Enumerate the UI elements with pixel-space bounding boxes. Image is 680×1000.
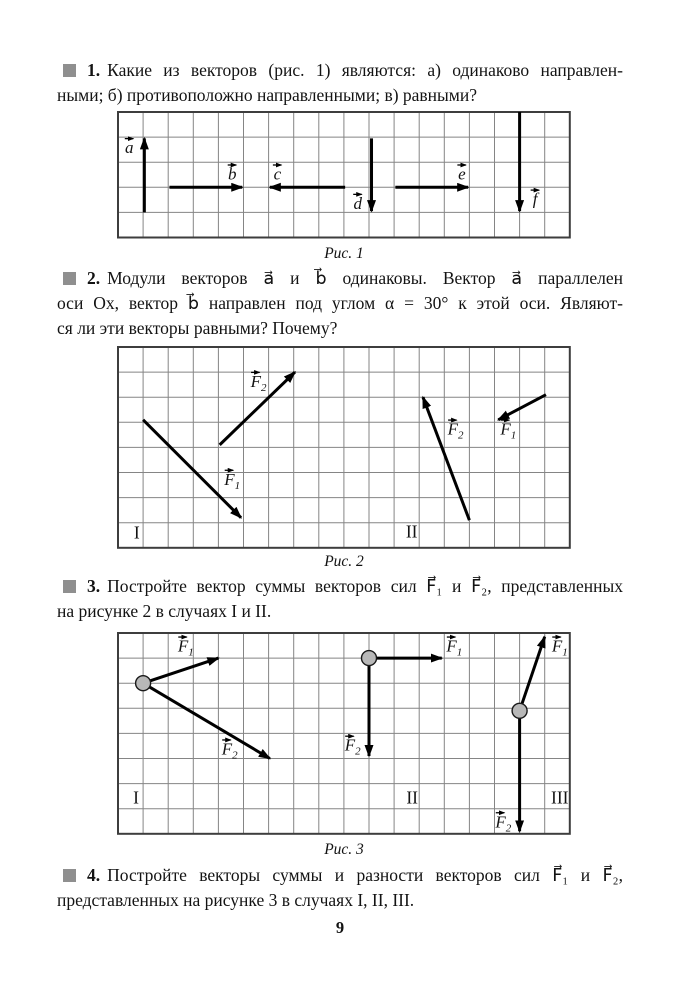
problem-1-number: 1.: [87, 60, 101, 80]
vector-label-F2: $F_2$: [447, 419, 464, 442]
problem-2-bullet-square: [63, 272, 76, 285]
problem-3-text-1: Постройте вектор суммы векторов сил F⃗₁ и F⃗₂, представленных: [107, 576, 623, 596]
problem-4-number: 4.: [87, 865, 101, 885]
problem-2-text-1: Модули векторов a⃗ и b⃗ одинаковы. Вектор a⃗ параллелен: [107, 268, 623, 288]
problem-3-number: 3.: [87, 576, 101, 596]
vector-label-b: b: [227, 164, 237, 184]
vector-label-F2: $F_2$: [221, 739, 238, 762]
vector-label-F2: $F_2$: [495, 812, 512, 835]
figure-1-caption: Рис. 1: [324, 245, 364, 262]
force-application-point: [136, 676, 151, 691]
problem-3-bullet-square: [63, 580, 76, 593]
vector-F2: [143, 683, 270, 758]
problem-4-bullet-square: [63, 869, 76, 882]
problem-4-line-1: [57, 863, 623, 888]
figure-1: [111, 105, 577, 250]
grid-figure-2: [111, 340, 577, 555]
vector-label-F1: $F_1$: [500, 419, 517, 442]
figure-3-caption: Рис. 3: [324, 841, 364, 858]
grid-lines: [118, 112, 570, 238]
vector-label-F1: $F_1$: [446, 636, 463, 659]
vector-label-F1: $F_1$: [224, 469, 241, 492]
problem-1-line-1: [57, 58, 623, 83]
vector-label-F2: $F_2$: [344, 735, 361, 758]
problem-3-text-2: на рисунке 2 в случаях I и II.: [57, 601, 272, 621]
case-label-I: I: [133, 787, 139, 808]
case-label-III: III: [551, 787, 569, 808]
problem-1-bullet-square: [63, 64, 76, 77]
problem-2-line-2: [57, 291, 623, 316]
case-label-I: I: [133, 522, 140, 543]
problem-2-line-3: [57, 316, 623, 341]
problem-2-line-1: [57, 266, 623, 291]
problem-2-text-3: ся ли эти векторы равными? Почему?: [57, 318, 338, 338]
figure-2: [111, 340, 577, 560]
grid-figure-1: [111, 105, 577, 245]
page-number: 9: [335, 918, 345, 937]
vector-F1: [143, 658, 218, 683]
problem-3-line-2: [57, 599, 623, 624]
vector-label-a: a: [125, 138, 134, 158]
problem-2: [57, 266, 623, 341]
grid-figure-3: [111, 626, 577, 841]
vector-F2: [423, 397, 469, 520]
case-label-II: II: [405, 521, 418, 542]
case-label-II: II: [406, 787, 419, 808]
problem-4-text-2: представленных на рисунке 3 в случаях I, II, III.: [57, 890, 415, 910]
grid-lines: [118, 347, 570, 548]
problem-3: [57, 574, 623, 624]
problem-2-text-2: оси Ox, вектор b⃗ направлен под углом α = 30° к этой оси. Являют-: [57, 293, 623, 313]
vector-label-F1: $F_1$: [177, 636, 194, 659]
problem-1: [57, 58, 623, 108]
vector-F1: [520, 637, 545, 711]
vector-label-e: e: [458, 164, 466, 184]
force-application-point: [512, 703, 527, 718]
problem-1-text-1: Какие из векторов (рис. 1) являются: а) одинаково направлен-: [107, 60, 623, 80]
figure-2-caption: Рис. 2: [324, 553, 364, 570]
force-application-point: [362, 651, 377, 666]
vector-label-d: d: [353, 193, 362, 213]
vector-F1: [143, 420, 241, 518]
problem-4-text-1: Постройте векторы суммы и разности векторов сил F⃗₁ и F⃗₂,: [107, 865, 623, 885]
vector-label-F2: $F_2$: [250, 371, 267, 394]
problem-4: [57, 863, 623, 913]
problem-1-text-2: ными; б) противоположно направленными; в) равными?: [57, 85, 478, 105]
problem-2-number: 2.: [87, 268, 101, 288]
problem-3-line-1: [57, 574, 623, 599]
vector-label-c: c: [273, 164, 282, 184]
problem-4-line-2: [57, 888, 623, 913]
grid-lines: [118, 633, 570, 834]
figure-3: [111, 626, 577, 846]
vector-label-f: f: [532, 189, 538, 209]
vector-label-F1: $F_1$: [551, 636, 568, 659]
vector-F1: [498, 395, 546, 420]
